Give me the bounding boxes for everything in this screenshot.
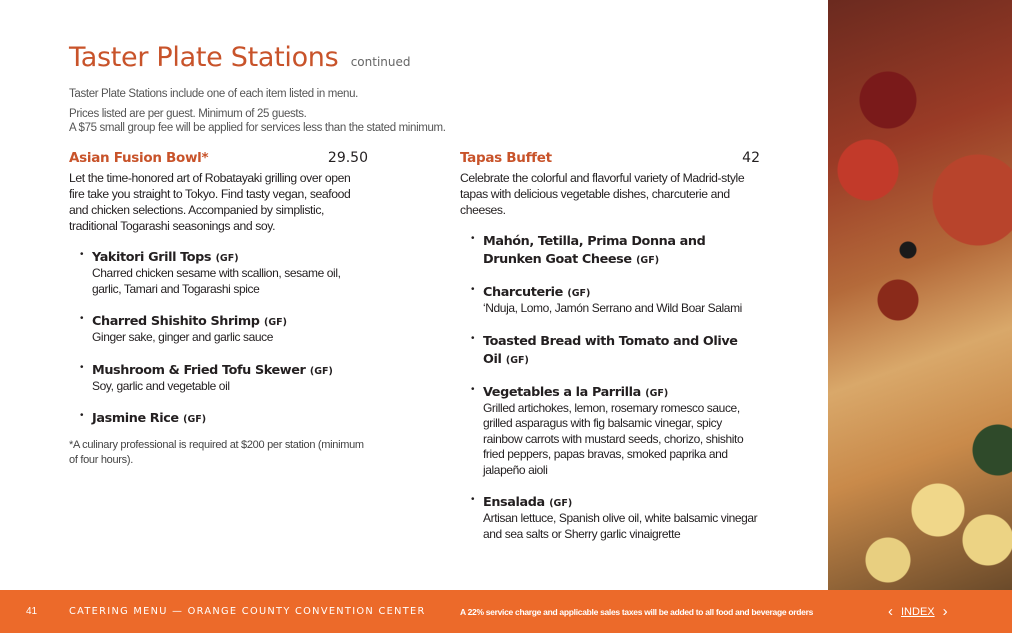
chevron-left-icon[interactable]: ‹ — [888, 603, 893, 620]
section-name: Tapas Buffet — [460, 150, 552, 166]
intro-line: Prices listed are per guest. Minimum of 25 guests. — [69, 108, 307, 120]
menu-item — [471, 493, 760, 542]
menu-item — [80, 312, 368, 346]
item-desc: Ginger sake, ginger and garlic sauce — [92, 330, 274, 344]
page-title — [69, 42, 410, 73]
intro-line: Taster Plate Stations include one of each item listed in menu. — [69, 88, 358, 100]
index-link[interactable]: INDEX — [901, 605, 935, 618]
section-desc: Let the time-honored art of Robatayaki grilling over open fire take you straight to Tokyo. Find tasty vegan, seafood and chicken selections. Accompanied by simplistic, traditional Togarashi seasonings and soy. — [69, 171, 351, 233]
menu-item — [80, 248, 368, 297]
menu-item — [80, 409, 368, 427]
gf-tag: (GF) — [567, 288, 591, 299]
item-list — [69, 248, 368, 427]
item-desc: Soy, garlic and vegetable oil — [92, 378, 230, 393]
section-price: 29.50 — [327, 150, 368, 166]
item-name: Vegetables a la Parrilla — [483, 384, 641, 400]
asian-fusion-section — [69, 150, 368, 468]
gf-tag: (GF) — [505, 354, 529, 366]
item-name: Ensalada — [483, 495, 545, 510]
section-desc: Celebrate the colorful and flavorful variety of Madrid-style tapas with delicious vegetable dishes, charcuterie and cheeses. — [460, 171, 745, 217]
item-name: Toasted Bread with Tomato and Olive Oil — [483, 333, 738, 367]
item-name: Mahón, Tetilla, Prima Donna and Drunken Goat Cheese — [483, 234, 706, 267]
footer-title: CATERING MENU — ORANGE COUNTY CONVENTION CENTER — [69, 606, 426, 617]
item-desc: Charred chicken sesame with scallion, sesame oil, garlic, Tamari and Togarashi spice — [92, 266, 341, 296]
menu-item — [80, 361, 368, 395]
footer-note: A 22% service charge and applicable sales taxes will be added to all food and beverage orders — [460, 606, 814, 617]
footer — [0, 590, 1012, 633]
section-name: Asian Fusion Bowl* — [69, 150, 209, 166]
item-desc: Artisan lettuce, Spanish olive oil, white balsamic vinegar and sea salts or Sherry garlic vinaigrette — [483, 511, 758, 541]
item-name: Mushroom & Fried Tofu Skewer — [92, 362, 306, 378]
gf-tag: (GF) — [309, 365, 333, 377]
gf-tag: (GF) — [215, 253, 239, 264]
item-name: Yakitori Grill Tops — [92, 250, 212, 265]
item-name: Jasmine Rice — [92, 411, 179, 426]
menu-item — [471, 332, 760, 368]
chevron-right-icon[interactable]: › — [942, 603, 948, 620]
page-nav — [888, 603, 948, 620]
item-name: Charcuterie — [483, 285, 563, 300]
gf-tag: (GF) — [636, 255, 660, 266]
title-text: Taster Plate Stations — [69, 42, 339, 73]
section-price: 42 — [742, 150, 760, 166]
tapas-section — [460, 150, 760, 557]
page-number: 41 — [26, 606, 38, 617]
menu-item — [471, 232, 760, 268]
item-list — [460, 232, 760, 542]
gf-tag: (GF) — [549, 498, 573, 509]
gf-tag: (GF) — [264, 317, 288, 328]
gf-tag: (GF) — [183, 414, 207, 425]
charcuterie-photo — [828, 0, 1012, 590]
item-name: Charred Shishito Shrimp — [92, 314, 260, 329]
intro-line: A $75 small group fee will be applied for services less than the stated minimum. — [69, 122, 446, 134]
item-desc: ‘Nduja, Lomo, Jamón Serrano and Wild Boar Salami — [483, 301, 742, 315]
menu-item — [471, 383, 760, 479]
menu-item — [471, 283, 760, 317]
gf-tag: (GF) — [645, 387, 669, 399]
title-subtitle: continued — [350, 55, 411, 69]
footnote: *A culinary professional is required at $200 per station (minimum of four hours). — [69, 439, 364, 466]
item-desc: Grilled artichokes, lemon, rosemary romesco sauce, grilled asparagus with fig balsamic vinegar, spicy rainbow carrots with mustard seeds, chorizo, shishito fried peppers, papas bravas, smoked paprika and jalapeño aioli — [483, 400, 744, 477]
